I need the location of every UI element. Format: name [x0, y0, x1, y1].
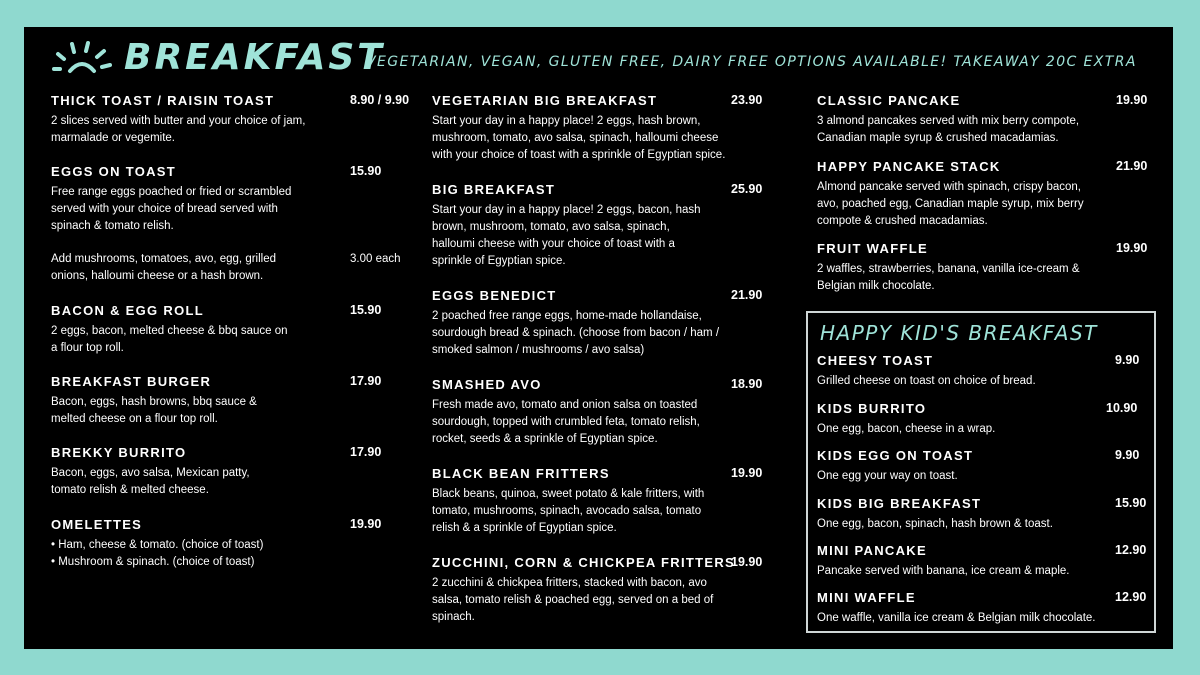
item-name: OMELETTES — [51, 517, 143, 532]
item-description: Grilled cheese on toast on choice of bread. — [817, 375, 1036, 387]
addon-price: 3.00 each — [350, 253, 401, 265]
item-name: EGGS BENEDICT — [432, 288, 557, 303]
menu-item-big-breakfast — [432, 182, 772, 270]
menu-tagline: VEGETARIAN, VEGAN, GLUTEN FREE, DAIRY FREE OPTIONS AVAILABLE! TAKEAWAY 20C EXTRA — [366, 54, 1137, 70]
item-description: Start your day in a happy place! 2 eggs, hash brown, mushroom, tomato, avo salsa, spinach, halloumi cheese with your choice of toast with a sprinkle of Egyptian spice. — [432, 115, 726, 161]
kids-menu-title: HAPPY KID'S BREAKFAST — [820, 321, 1098, 345]
item-name: BACON & EGG ROLL — [51, 303, 204, 318]
item-name: KIDS EGG ON TOAST — [817, 448, 974, 463]
item-price: 9.90 — [1115, 353, 1140, 367]
item-name: ZUCCHINI, CORN & CHICKPEA FRITTERS — [432, 555, 735, 570]
addon-text: Add mushrooms, tomatoes, avo, egg, grilled onions, halloumi cheese or a hash brown. — [51, 253, 277, 282]
item-description: 2 slices served with butter and your choice of jam, marmalade or vegemite. — [51, 115, 306, 144]
menu-item-black-bean-fritters — [432, 466, 772, 537]
menu-item-breakfast-burger — [51, 374, 423, 428]
item-description: Black beans, quinoa, sweet potato & kale fritters, with tomato, mushrooms, spinach, avocado salsa, tomato relish & a sprinkle of Egyptian spice. — [432, 488, 705, 534]
item-name: BLACK BEAN FRITTERS — [432, 466, 610, 481]
omelette-option: • Mushroom & spinach. (choice of toast) — [51, 556, 255, 568]
page-title: BREAKFAST — [124, 37, 385, 78]
menu-item-fruit-waffle — [817, 241, 1162, 295]
menu-header — [24, 27, 1173, 93]
item-name: KIDS BURRITO — [817, 401, 927, 416]
item-price: 19.90 — [350, 517, 382, 531]
omelette-option: • Ham, cheese & tomato. (choice of toast) — [51, 539, 264, 551]
item-price: 12.90 — [1115, 543, 1147, 557]
item-description: Bacon, eggs, hash browns, bbq sauce & melted cheese on a flour top roll. — [51, 396, 257, 425]
item-description: Almond pancake served with spinach, crispy bacon, avo, poached egg, Canadian maple syrup, mix berry compote & crushed macadamias. — [817, 181, 1084, 227]
item-name: MINI WAFFLE — [817, 590, 916, 605]
item-description: Fresh made avo, tomato and onion salsa on toasted sourdough, topped with crumbled feta, tomato relish, rocket, seeds & a sprinkle of Egyptian spice. — [432, 399, 700, 445]
item-price: 15.90 — [1115, 496, 1147, 510]
item-description: Start your day in a happy place! 2 eggs, bacon, hash brown, mushroom, tomato, avo salsa, spinach, halloumi cheese with your choice of toast with a sprinkle of Egyptian spice. — [432, 204, 701, 267]
item-description: One egg your way on toast. — [817, 470, 958, 482]
item-price: 17.90 — [350, 374, 382, 388]
item-name: KIDS BIG BREAKFAST — [817, 496, 982, 511]
menu-item-eggs-on-toast — [51, 164, 423, 235]
menu-item-eggs-benedict — [432, 288, 772, 359]
item-name: THICK TOAST / RAISIN TOAST — [51, 93, 275, 108]
item-price: 19.90 — [731, 466, 763, 480]
item-price: 19.90 — [731, 555, 763, 569]
menu-item-kids-egg-on-toast — [817, 448, 1147, 485]
menu-item-zucchini-fritters — [432, 555, 772, 626]
kids-menu-box — [806, 311, 1156, 633]
item-price: 21.90 — [1116, 159, 1148, 173]
item-name: EGGS ON TOAST — [51, 164, 177, 179]
menu-item-mini-waffle — [817, 590, 1147, 627]
menu-item-brekky-burrito — [51, 445, 423, 499]
item-name: CLASSIC PANCAKE — [817, 93, 961, 108]
item-description: One waffle, vanilla ice cream & Belgian milk chocolate. — [817, 612, 1096, 624]
item-price: 15.90 — [350, 303, 382, 317]
item-price: 18.90 — [731, 377, 763, 391]
sun-rays-icon — [52, 39, 112, 81]
item-description: 2 poached free range eggs, home-made hollandaise, sourdough bread & spinach. (choose from bacon / ham / smoked salmon / mushrooms / avo salsa) — [432, 310, 720, 356]
item-price: 23.90 — [731, 93, 763, 107]
item-description: Bacon, eggs, avo salsa, Mexican patty, tomato relish & melted cheese. — [51, 467, 250, 496]
item-price: 21.90 — [731, 288, 763, 302]
menu-item-bacon-egg-roll — [51, 303, 423, 357]
item-price: 19.90 — [1116, 93, 1148, 107]
item-description: One egg, bacon, cheese in a wrap. — [817, 423, 996, 435]
menu-item-smashed-avo — [432, 377, 772, 448]
menu-item-cheesy-toast — [817, 353, 1147, 390]
item-description: One egg, bacon, spinach, hash brown & toast. — [817, 518, 1053, 530]
item-price: 10.90 — [1106, 401, 1138, 415]
item-price: 17.90 — [350, 445, 382, 459]
item-price: 12.90 — [1115, 590, 1147, 604]
menu-item-omelettes — [51, 517, 423, 571]
item-description: Free range eggs poached or fried or scrambled served with your choice of bread served with spinach & tomato relish. — [51, 186, 292, 232]
item-description: 2 waffles, strawberries, banana, vanilla ice-cream & Belgian milk chocolate. — [817, 263, 1080, 292]
menu-item-mini-pancake — [817, 543, 1147, 580]
item-description: 2 eggs, bacon, melted cheese & bbq sauce on a flour top roll. — [51, 325, 288, 354]
menu-board — [24, 27, 1173, 649]
item-price: 25.90 — [731, 182, 763, 196]
menu-item-happy-pancake-stack — [817, 159, 1162, 230]
item-name: HAPPY PANCAKE STACK — [817, 159, 1001, 174]
item-description: Pancake served with banana, ice cream & maple. — [817, 565, 1070, 577]
item-name: VEGETARIAN BIG BREAKFAST — [432, 93, 658, 108]
item-description: 3 almond pancakes served with mix berry compote, Canadian maple syrup & crushed macadamias. — [817, 115, 1080, 144]
menu-item-kids-burrito — [817, 401, 1147, 438]
item-name: SMASHED AVO — [432, 377, 542, 392]
item-price: 19.90 — [1116, 241, 1148, 255]
menu-item-classic-pancake — [817, 93, 1162, 147]
item-price: 9.90 — [1115, 448, 1140, 462]
item-price: 15.90 — [350, 164, 382, 178]
item-price: 8.90 / 9.90 — [350, 93, 410, 107]
item-name: FRUIT WAFFLE — [817, 241, 928, 256]
item-description: 2 zucchini & chickpea fritters, stacked with bacon, avo salsa, tomato relish & poached egg, served on a bed of spinach. — [432, 577, 714, 623]
item-name: CHEESY TOAST — [817, 353, 934, 368]
item-name: BREKKY BURRITO — [51, 445, 187, 460]
item-name: BIG BREAKFAST — [432, 182, 556, 197]
menu-item-vegetarian-big-breakfast — [432, 93, 772, 164]
item-description — [51, 537, 423, 571]
item-name: BREAKFAST BURGER — [51, 374, 212, 389]
menu-item-thick-toast — [51, 93, 423, 147]
item-name: MINI PANCAKE — [817, 543, 927, 558]
menu-item-kids-big-breakfast — [817, 496, 1147, 533]
